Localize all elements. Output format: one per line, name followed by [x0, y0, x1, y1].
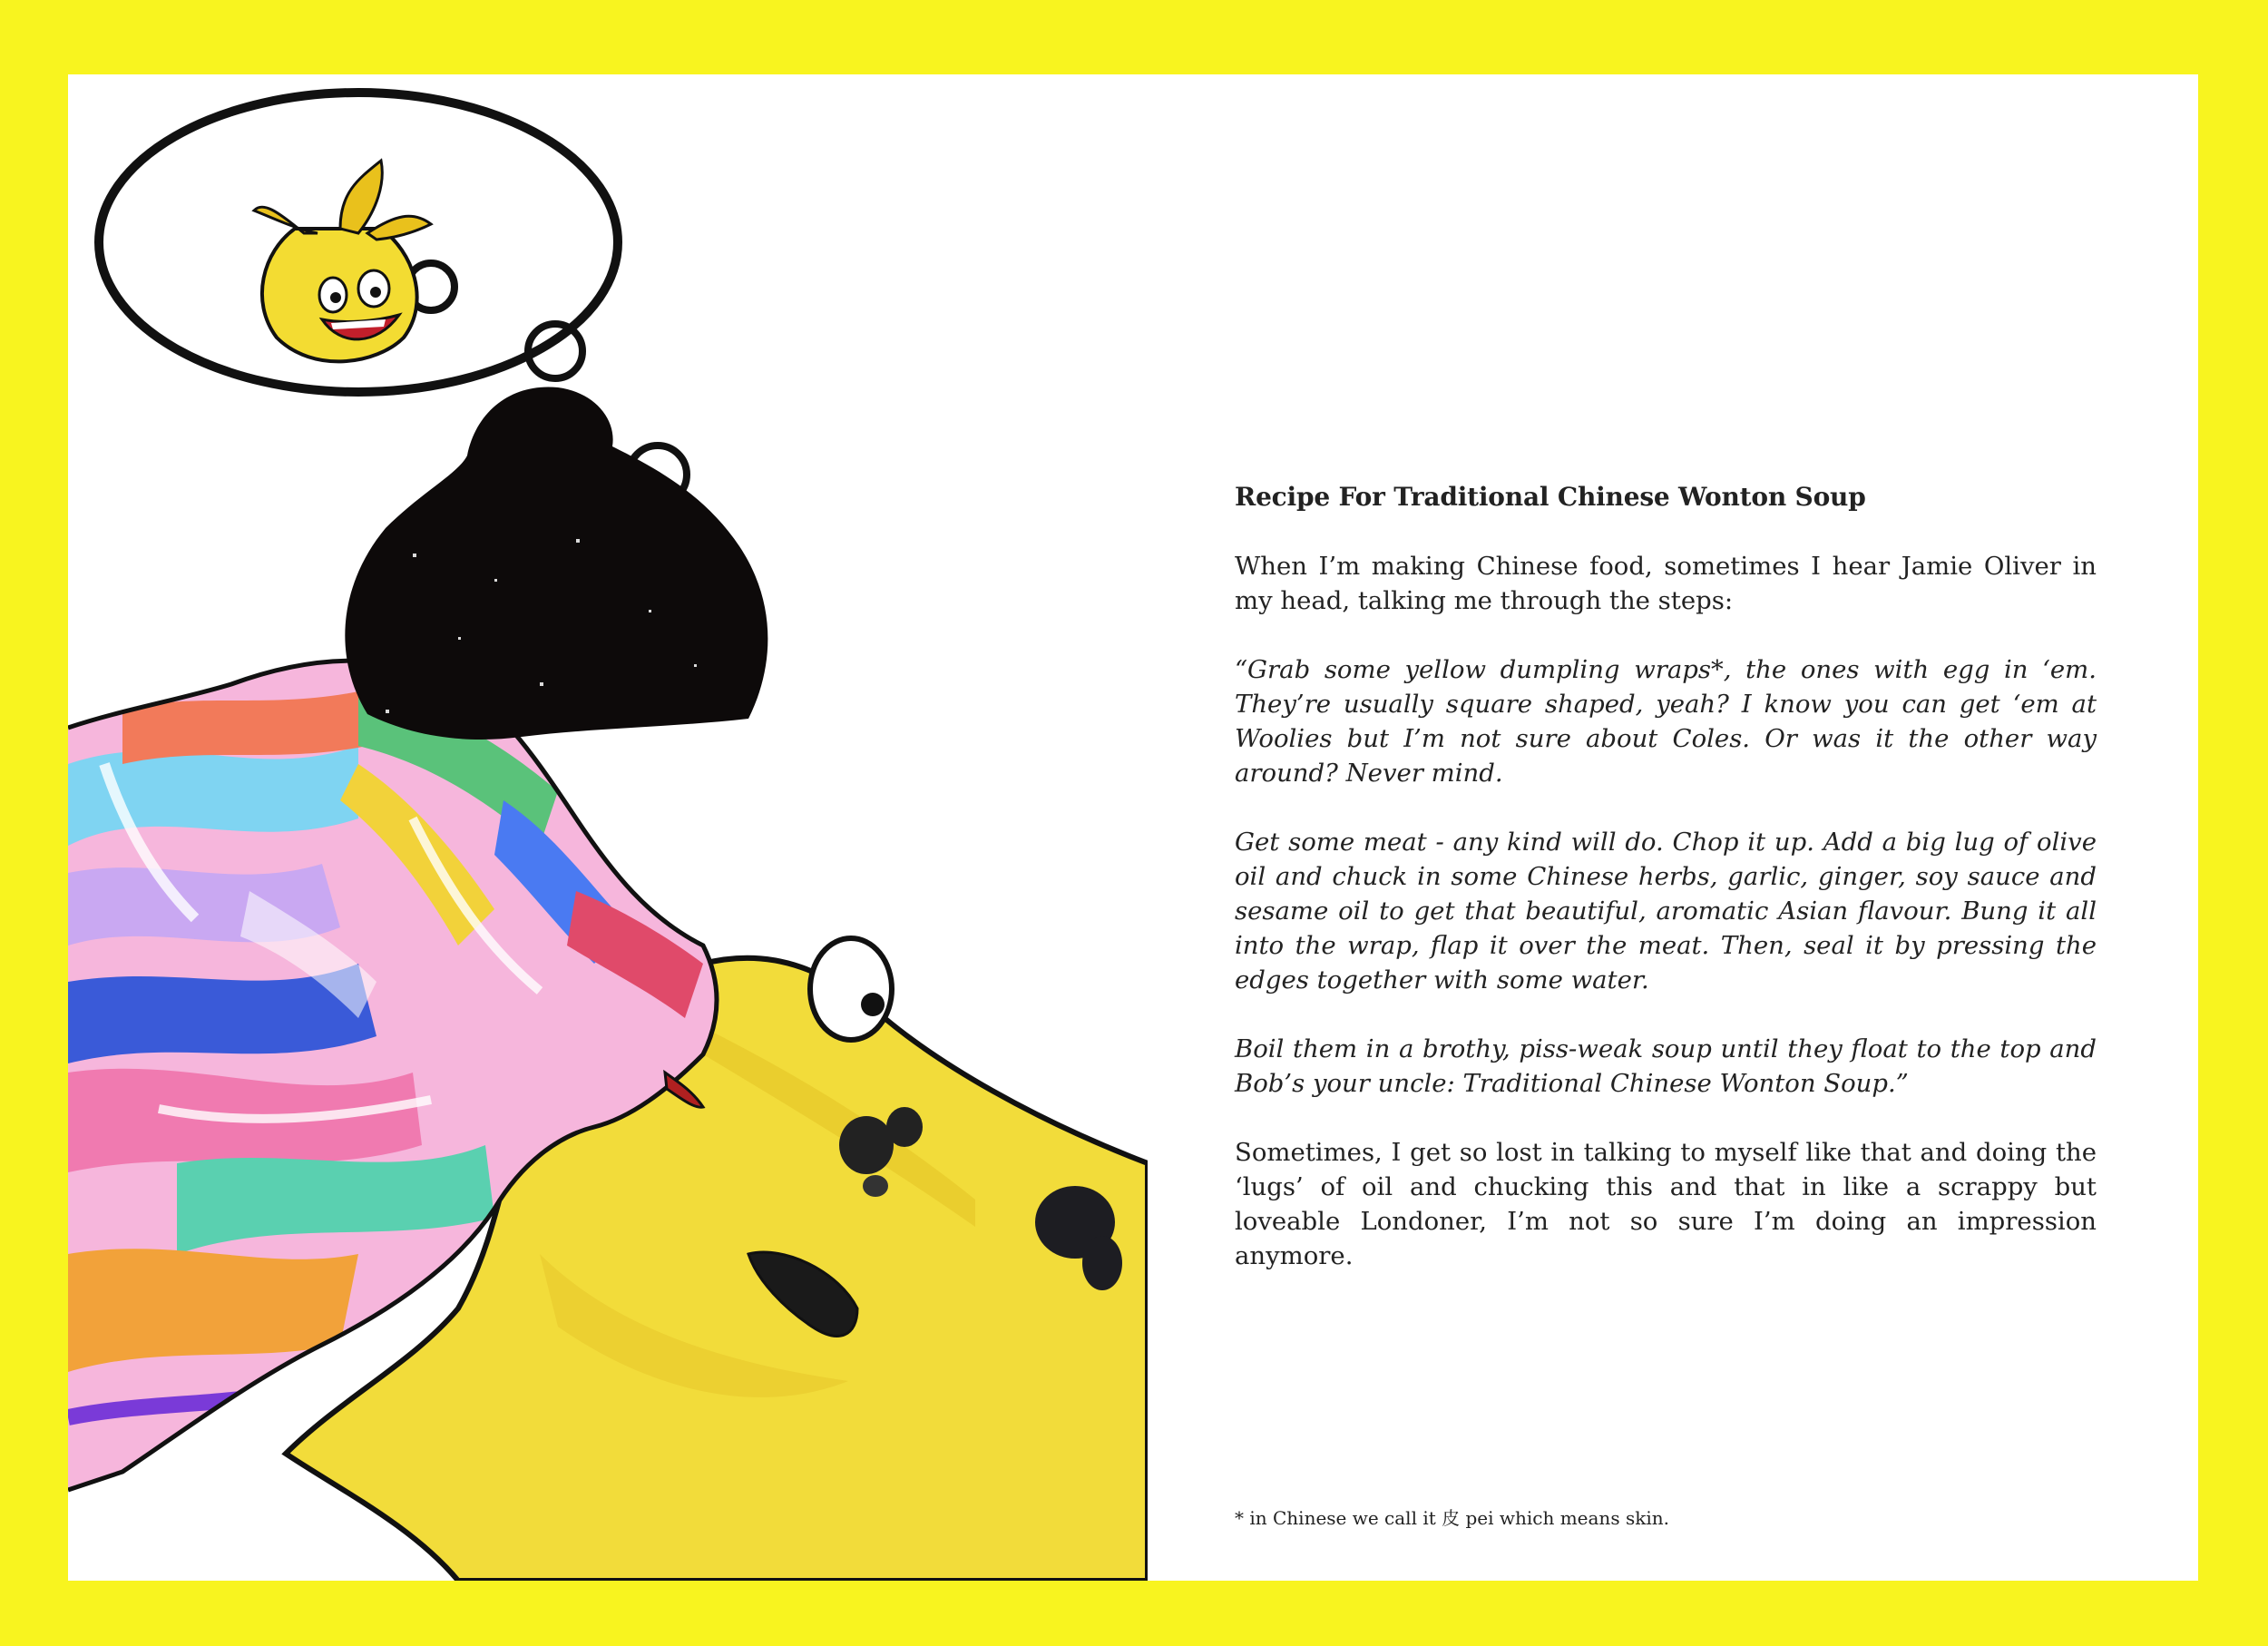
recipe-title: Recipe For Traditional Chinese Wonton Soup: [1235, 482, 1866, 512]
paragraph-outro: Sometimes, I get so lost in talking to myself like that and doing the ‘lugs’ of oil and chucking this and that in like a scrappy but loveable Londoner, I’m not so sure I’m doing an impression anymore.: [1235, 1138, 2097, 1270]
paragraph-quote-2: Get some meat - any kind will do. Chop it up. Add a big lug of olive oil and chuck in some Chinese herbs, garlic, ginger, soy sauce and sesame oil to get that beautiful, aromatic Asian flavour. Bung it all into the wrap, flap it over the meat. Then, seal it by pressing the edges together with some water.: [1235, 828, 2097, 994]
paragraph-quote-3: Boil them in a brothy, piss-weak soup until they float to the top and Bob’s your uncle: Traditional Chinese Wonton Soup.”: [1235, 1034, 2097, 1098]
paragraph-quote-1: “Grab some yellow dumpling wraps*, the ones with egg in ‘em. They’re usually square shaped, yeah? I know you can get ‘em at Woolies but I’m not sure about Coles. Or was it the other way around? Never mind.: [1235, 655, 2097, 788]
figure-eye: [810, 938, 892, 1040]
hair-bun: [345, 387, 767, 740]
paragraph-intro: When I’m making Chinese food, sometimes I hear Jamie Oliver in my head, talking me through the steps:: [1235, 552, 2097, 615]
book-spread: [68, 74, 2198, 1581]
footnote: * in Chinese we call it 皮 pei which means skin.: [1235, 1507, 1669, 1529]
illustration: [68, 74, 1148, 1581]
recipe-text: [1235, 480, 2097, 1308]
